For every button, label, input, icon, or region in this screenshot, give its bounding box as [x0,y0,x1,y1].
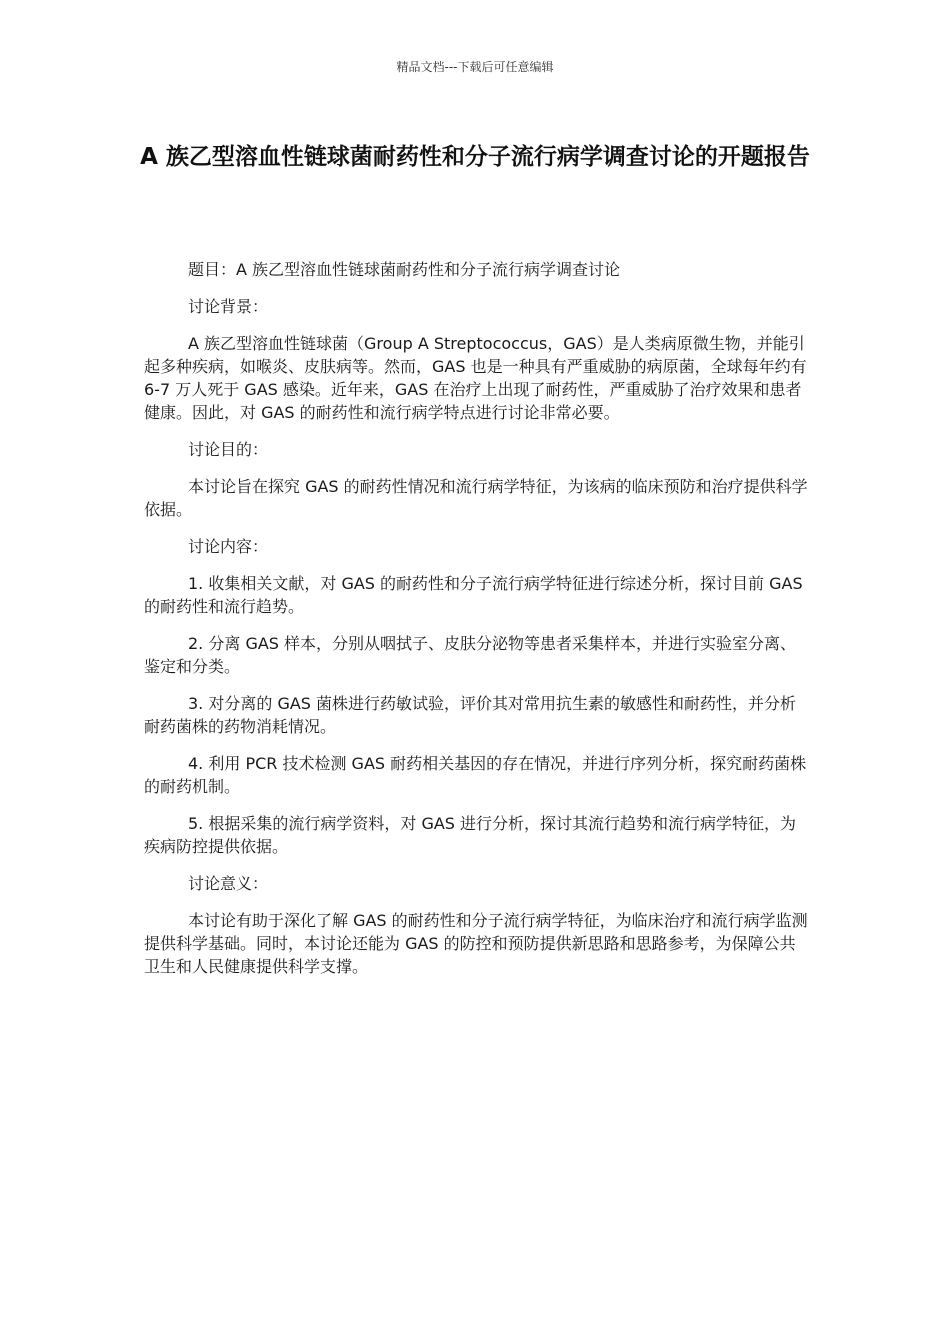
background-paragraph: A 族乙型溶血性链球菌（Group A Streptococcus，GAS）是人类病原微生物，并能引起多种疾病，如喉炎、皮肤病等。然而，GAS 也是一种具有严重威胁的病原菌，全球每年约有 6-7 万人死于 GAS 感染。近年来，GAS 在治疗上出现了耐药性，严重威胁了治疗效果和患者健康。因此，对 GAS 的耐药性和流行病学特点进行讨论非常必要。 [144,334,807,422]
section-heading-background: 讨论背景： [188,297,269,316]
section-heading-significance: 讨论意义： [188,874,269,893]
content-item-1: 1. 收集相关文献，对 GAS 的耐药性和分子流行病学特征进行综述分析，探讨目前 GAS 的耐药性和流行趋势。 [144,574,803,616]
topic-line: 题目：A 族乙型溶血性链球菌耐药性和分子流行病学调查讨论 [188,260,621,279]
document-title: A 族乙型溶血性链球菌耐药性和分子流行病学调查讨论的开题报告 [140,144,810,170]
section-heading-content: 讨论内容： [188,537,269,556]
content-item-5: 5. 根据采集的流行病学资料，对 GAS 进行分析，探讨其流行趋势和流行病学特征，为疾病防控提供依据。 [144,814,797,856]
significance-paragraph: 本讨论有助于深化了解 GAS 的耐药性和分子流行病学特征，为临床治疗和流行病学监测提供科学基础。同时，本讨论还能为 GAS 的防控和预防提供新思路和思路参考，为保障公共卫生和人民健康提供科学支撑。 [144,911,808,976]
section-heading-purpose: 讨论目的： [188,440,269,459]
content-item-4: 4. 利用 PCR 技术检测 GAS 耐药相关基因的存在情况，并进行序列分析，探究耐药菌株的耐药机制。 [144,754,807,796]
content-item-3: 3. 对分离的 GAS 菌株进行药敏试验，评价其对常用抗生素的敏感性和耐药性，并分析耐药菌株的药物消耗情况。 [144,694,797,736]
content-item-2: 2. 分离 GAS 样本，分别从咽拭子、皮肤分泌物等患者采集样本，并进行实验室分离、鉴定和分类。 [144,634,797,676]
purpose-paragraph: 本讨论旨在探究 GAS 的耐药性情况和流行病学特征，为该病的临床预防和治疗提供科学依据。 [144,477,808,519]
header-note: 精品文档---下载后可任意编辑 [396,60,554,74]
document-body [144,258,808,992]
